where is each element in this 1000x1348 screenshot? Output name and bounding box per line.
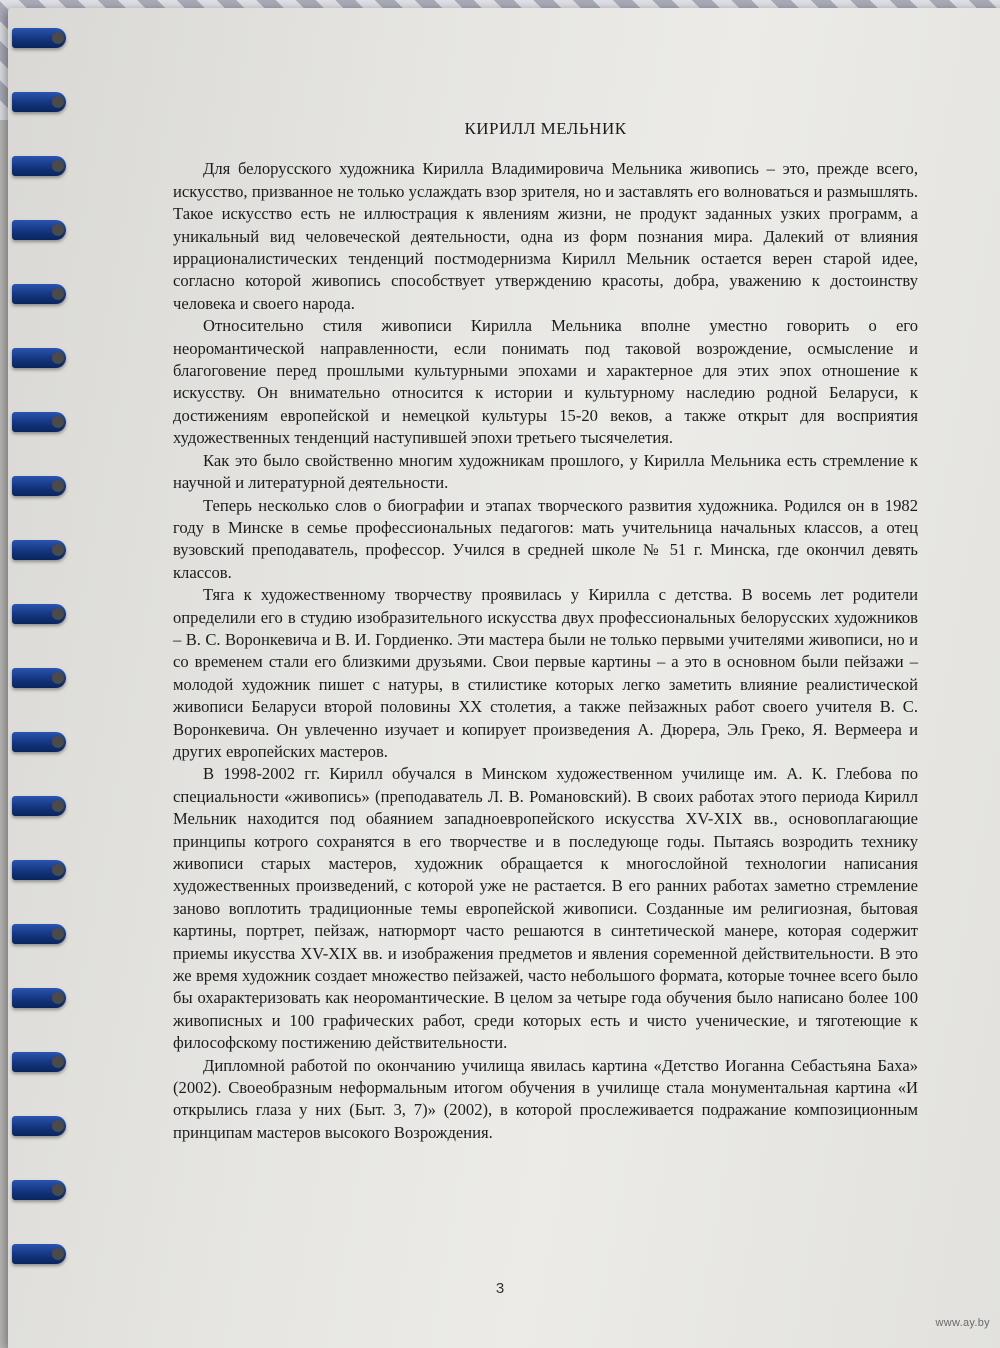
binding-hole [52, 608, 64, 620]
binding-hole [52, 544, 64, 556]
page-number: 3 [495, 1280, 505, 1297]
document-title: КИРИЛЛ МЕЛЬНИК [464, 119, 627, 138]
paragraph: Относительно стиля живописи Кирилла Мельника вполне уместно говорить о его неоромантической направленности, если понимать под таковой возрождение, осмысление и благоговение перед прошлыми культурными эпохами и характерное для этих эпох отношение к искусству. Он внимательно относится к истории и культурному наследию родной Беларуси, к достижениям европейской и немецкой культуры 15-20 веков, а также открыт для восприятия художественных тенденций наступившей эпохи третьего тысячелетия. [173, 316, 918, 448]
binding-hole [52, 800, 64, 812]
paragraph: Тяга к художественному творчеству проявилась у Кирилла с детства. В восемь лет родители определили его в студию изобразительного искусства двух профессиональных белорусских художников – В. С. Воронкевича и В. И. Гордиенко. Эти мастера были не только первыми учителями живописи, но и со временем стали его близкими друзьями. Свои первые картины – а это в основном были пейзажи – молодой художник пишет с натуры, в стилистике которых легко заметить влияние реалистической живописи Беларуси второй половины XX столетия, а также пейзажных работ своего учителя В. С. Воронкевича. Он увлеченно изучает и копирует произведения А. Дюрера, Эль Греко, Я. Вермеера и других европейских мастеров. [173, 585, 918, 761]
document-body [173, 118, 918, 1144]
binding-hole [52, 1248, 64, 1260]
binding-hole [52, 288, 64, 300]
binding-hole [52, 160, 64, 172]
paragraph: Как это было свойственно многим художникам прошлого, у Кирилла Мельника есть стремление к научной и литературной деятельности. [173, 450, 918, 493]
spiral-binding [8, 28, 78, 1328]
binding-hole [52, 928, 64, 940]
document-page [8, 8, 1000, 1348]
paragraph: Для белорусского художника Кирилла Владимировича Мельника живопись – это, прежде всего, искусство, призванное не только услаждать взор зрителя, но и заставлять его волноваться и размышлять. Такое искусство есть не иллюстрация к явлениям жизни, не продукт заданных узких программ, а уникальный вид человеческой деятельности, одна из форм познания мира. Далекий от влияния иррационалистических тенденций постмодернизма Кирилл Мельник остается верен старой идее, согласно которой живопись способствует утверждению красоты, добра, уважению к достоинству человека и своего народа. [173, 159, 918, 313]
binding-hole [52, 224, 64, 236]
paragraph: Теперь несколько слов о биографии и этапах творческого развития художника. Родился он в 1982 году в Минске в семье профессиональных педагогов: мать учительница начальных классов, а отец вузовский преподаватель, профессор. Учился в средней школе № 51 г. Минска, где окончил девять классов. [173, 495, 918, 582]
binding-hole [52, 672, 64, 684]
paragraph: В 1998-2002 гг. Кирилл обучался в Минском художественном училище им. А. К. Глебова по специальности «живопись» (преподаватель Л. В. Романовский). В своих работах этого периода Кирилл Мельник находится под обаянием западноевропейского искусства XV-XIX вв., основоплагающие принципы котрого сохранятся в его творчестве и в последующе годы. Пытаясь возродить технику живописи старых мастеров, художник обращается к многослойной технологии написания художественных произведений, с которой уже не растается. В его ранних работах заметно стремление заново воплотить традиционные темы европейской живописи. Созданные им религиозная, бытовая картины, портрет, пейзаж, натюрморт часто решаются в синтетической манере, которая содержит приемы икусства XV-XIX вв. и изображения предметов и явления соременной действительности. В это же время художник создает множество пейзажей, часто небольшого формата, которые точнее всего было бы охарактеризовать как неоромантические. В целом за четыре года обучения было написано более 100 живописных и 100 графических работ, среди которых есть и чисто ученические, и тяготеющие к философскому постижению действительности. [173, 764, 918, 1053]
binding-hole [52, 32, 64, 44]
watermark-text: www.ay.by [935, 1317, 990, 1329]
binding-hole [52, 992, 64, 1004]
binding-hole [52, 1184, 64, 1196]
binding-hole [52, 1056, 64, 1068]
binding-hole [52, 352, 64, 364]
binding-hole [52, 864, 64, 876]
binding-hole [52, 416, 64, 428]
paragraph: Дипломной работой по окончанию училища явилась картина «Детство Иоганна Себастьяна Баха» (2002). Своеобразным неформальным итогом обучения в училище стала монументальная картина «И открылись глаза у них (Быт. 3, 7)» (2002), в которой прослеживается подражание композиционным принципам мастеров высокого Возрождения. [173, 1055, 918, 1142]
binding-hole [52, 96, 64, 108]
binding-hole [52, 480, 64, 492]
binding-hole [52, 736, 64, 748]
binding-hole [52, 1120, 64, 1132]
